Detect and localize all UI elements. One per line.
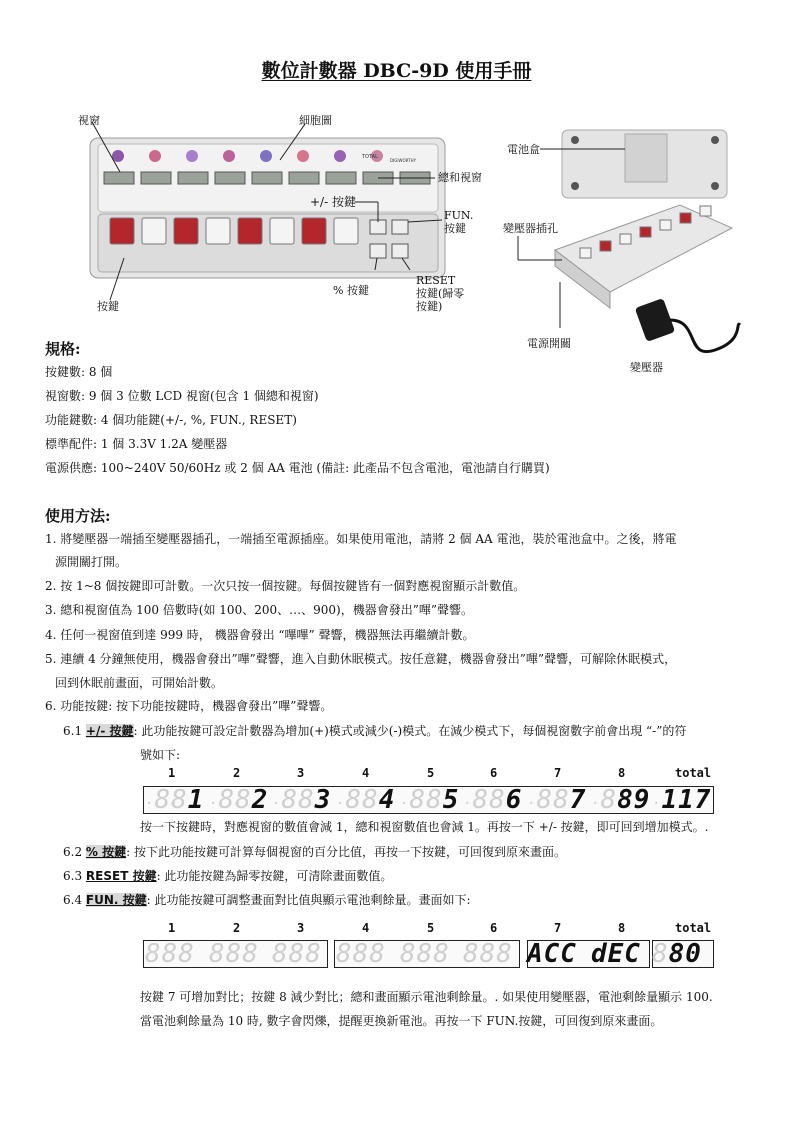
display-column-label: 2 <box>233 921 241 935</box>
spec-line: 功能鍵數: 4 個功能鍵(+/-, %, FUN., RESET) <box>45 413 297 427</box>
section-number: 6.2 <box>63 845 83 859</box>
section-6-4-after-2: 當電池剩餘量為 10 時, 數字會閃爍，提醒更換新電池。再按一下 FUN.按鍵，可回復到原來畫面。 <box>140 1014 663 1028</box>
section-text: : 此功能按鍵為歸零按鍵，可清除畫面數值。 <box>156 869 393 883</box>
device-count-key <box>110 218 134 244</box>
section-6-2 <box>63 843 566 860</box>
lcd-value: 6 <box>505 785 523 815</box>
label-power-switch: 電源開關 <box>527 337 571 350</box>
lcd-value: 117 <box>661 785 712 815</box>
lcd-digit-group: 888 <box>463 939 513 969</box>
device-cell-picture <box>149 150 161 162</box>
lcd-digit-group: 888 <box>209 939 259 969</box>
lcd-digit-group: ·882 <box>209 785 269 815</box>
spec-line: 電源供應: 100~240V 50/60Hz 或 2 個 AA 電池 (備註: 此產品不包含電池，電池請自行購買) <box>45 461 550 475</box>
label-fun-key: FUN. 按鍵 <box>444 209 474 235</box>
usage-item-5-cont: 回到休眠前畫面，可開始計數。 <box>55 676 224 690</box>
display-column-label: 7 <box>554 766 562 780</box>
lcd-digit-group: ·881 <box>145 785 205 815</box>
lcd-digit-group: 888 <box>336 939 386 969</box>
section-number: 6.3 <box>63 869 83 883</box>
device-back-key <box>580 248 591 258</box>
device-lcd-window <box>289 172 319 184</box>
reset-key-label: RESET 按鍵 <box>85 869 157 883</box>
spec-heading: 規格: <box>45 340 81 358</box>
label-adapter-jack: 變壓器插孔 <box>503 222 558 235</box>
lcd-value: 7 <box>569 785 587 815</box>
device-lcd-window <box>326 172 356 184</box>
display-column-label: 4 <box>362 921 370 935</box>
label-battery-box: 電池盒 <box>507 143 540 156</box>
display-column-label: 3 <box>297 921 305 935</box>
label-reset-key: RESET 按鍵(歸零 按鍵) <box>416 274 465 313</box>
usage-heading: 使用方法: <box>45 507 111 525</box>
device-count-key <box>302 218 326 244</box>
lcd-value: dEC <box>591 939 641 969</box>
spec-line: 標準配件: 1 個 3.3V 1.2A 變壓器 <box>45 437 228 451</box>
device-back-key <box>620 234 631 244</box>
lcd-value: 2 <box>251 785 269 815</box>
device-lcd-window <box>104 172 134 184</box>
label-adapter: 變壓器 <box>630 361 663 374</box>
lcd-value: 5 <box>442 785 460 815</box>
usage-item-5: 5. 連續 4 分鐘無使用，機器會發出”嗶”聲響，進入自動休眠模式。按任意鍵，機器會發出”嗶”聲響，可解除休眠模式， <box>45 652 677 666</box>
device-cell-picture <box>260 150 272 162</box>
device-brand-text: DIGIWORTHY <box>390 158 417 163</box>
lcd-digit-group: 880 <box>652 939 702 969</box>
display-column-label: 5 <box>427 921 435 935</box>
display-column-label: 7 <box>554 921 562 935</box>
section-number: 6.1 <box>63 724 83 738</box>
lcd-digit-group: 888 <box>400 939 450 969</box>
fun-key-label: FUN. 按鍵 <box>85 893 147 907</box>
lcd-digit-group: ·884 <box>336 785 396 815</box>
section-text: : 此功能按鍵可調整畫面對比值與顯示電池剩餘量。畫面如下: <box>146 893 471 907</box>
usage-item-1-cont: 源開關打開。 <box>55 555 128 569</box>
lcd-digit-group: ·117 <box>652 785 712 815</box>
spec-line: 按鍵數: 8 個 <box>45 365 113 379</box>
section-6-1-cont: 號如下: <box>140 748 181 762</box>
page-title: 數位計數器 DBC-9D 使用手冊 <box>261 60 532 82</box>
display-column-label: 6 <box>490 921 498 935</box>
display-column-label: 8 <box>618 921 626 935</box>
display-column-label: 1 <box>168 921 176 935</box>
lcd-digit-group: ·885 <box>400 785 460 815</box>
label-keys: 按鍵 <box>97 300 119 313</box>
device-back-key <box>700 206 711 216</box>
section-6-4-after-1: 按鍵 7 可增加對比；按鍵 8 減少對比；總和畫面顯示電池剩餘量。. 如果使用變壓器，電池剩餘量顯示 100. <box>140 990 713 1004</box>
label-view-window: 視窗 <box>78 114 100 127</box>
usage-item-6: 6. 功能按鍵: 按下功能按鍵時，機器會發出”嗶”聲響。 <box>45 699 333 713</box>
spec-line: 視窗數: 9 個 3 位數 LCD 視窗(包含 1 個總和視窗) <box>45 389 319 403</box>
display-column-label: 6 <box>490 766 498 780</box>
lcd-digit-group: 888 <box>272 939 322 969</box>
display-column-label: total <box>675 921 712 935</box>
display-column-label: 1 <box>168 766 176 780</box>
display-column-label: total <box>675 766 712 780</box>
device-count-key <box>206 218 230 244</box>
section-6-1-after: 按一下按鍵時，對應視窗的數值會減 1，總和視窗數值也會減 1。再按一下 +/- 按鍵，即可回到增加模式。. <box>140 820 709 834</box>
device-total-text: TOTAL <box>362 154 378 160</box>
device-back-key <box>660 220 671 230</box>
device-lcd-window <box>252 172 282 184</box>
label-percent-key: % 按鍵 <box>333 284 369 297</box>
device-cell-picture <box>334 150 346 162</box>
lcd-value: 1 <box>187 785 205 815</box>
device-cell-picture <box>186 150 198 162</box>
device-back-key <box>640 227 651 237</box>
lcd-value: ACC <box>527 939 577 969</box>
display-column-label: 3 <box>297 766 305 780</box>
device-count-key <box>238 218 262 244</box>
lcd-digit-group: 888 <box>145 939 195 969</box>
label-total-window: 總和視窗 <box>438 171 482 184</box>
section-text: : 按下此功能按鍵可計算每個視窗的百分比值，再按一下按鍵，可回復到原來畫面。 <box>126 845 566 859</box>
section-6-3 <box>63 867 392 884</box>
section-text: : 此功能按鍵可設定計數器為增加(+)模式或減少(-)模式。在減少模式下，每個視窗數字前會出現 “-”的符 <box>133 724 687 738</box>
lcd-value: 89 <box>617 785 651 815</box>
lcd-digit-group <box>527 941 577 967</box>
display-column-label: 8 <box>618 766 626 780</box>
lcd-value: 4 <box>378 785 396 815</box>
device-count-key <box>174 218 198 244</box>
device-cell-picture <box>223 150 235 162</box>
lcd-value: 80 <box>668 939 702 969</box>
section-6-1 <box>63 722 686 739</box>
device-back-key <box>680 213 691 223</box>
lcd-digit-group: ·883 <box>272 785 332 815</box>
usage-item-2: 2. 按 1~8 個按鍵即可計數。一次只按一個按鍵。每個按鍵皆有一個對應視窗顯示計數值。 <box>45 579 526 593</box>
lcd-digit-group: ·889 <box>591 785 651 815</box>
label-cell-picture: 細胞圖 <box>299 114 332 127</box>
lcd-digit-group: ·886 <box>463 785 523 815</box>
device-back-key <box>600 241 611 251</box>
display-column-label: 4 <box>362 766 370 780</box>
plus-minus-key-label: +/- 按鍵 <box>85 724 134 738</box>
label-plus-minus-key: +/- 按鍵 <box>310 195 356 209</box>
device-lcd-window <box>215 172 245 184</box>
section-6-4 <box>63 891 471 908</box>
lcd-value: 3 <box>314 785 332 815</box>
display-column-label: 5 <box>427 766 435 780</box>
usage-item-3: 3. 總和視窗值為 100 倍數時(如 100、200、…、900)，機器會發出”嗶”聲響。 <box>45 603 473 617</box>
device-cell-picture <box>297 150 309 162</box>
device-count-key <box>270 218 294 244</box>
device-count-key <box>142 218 166 244</box>
percent-key-label: % 按鍵 <box>85 845 127 859</box>
section-number: 6.4 <box>63 893 83 907</box>
display-column-label: 2 <box>233 766 241 780</box>
device-lcd-window <box>141 172 171 184</box>
lcd-digit-group: ·887 <box>527 785 587 815</box>
lcd-digit-group <box>591 941 641 967</box>
device-count-key <box>334 218 358 244</box>
usage-item-1: 1. 將變壓器一端插至變壓器插孔，一端插至電源插座。如果使用電池，請將 2 個 AA 電池，裝於電池盒中。之後，將電 <box>45 532 677 546</box>
device-lcd-window <box>178 172 208 184</box>
usage-item-4: 4. 任何一視窗值到達 999 時， 機器會發出 “嗶嗶” 聲響，機器無法再繼續計數。 <box>45 628 475 642</box>
